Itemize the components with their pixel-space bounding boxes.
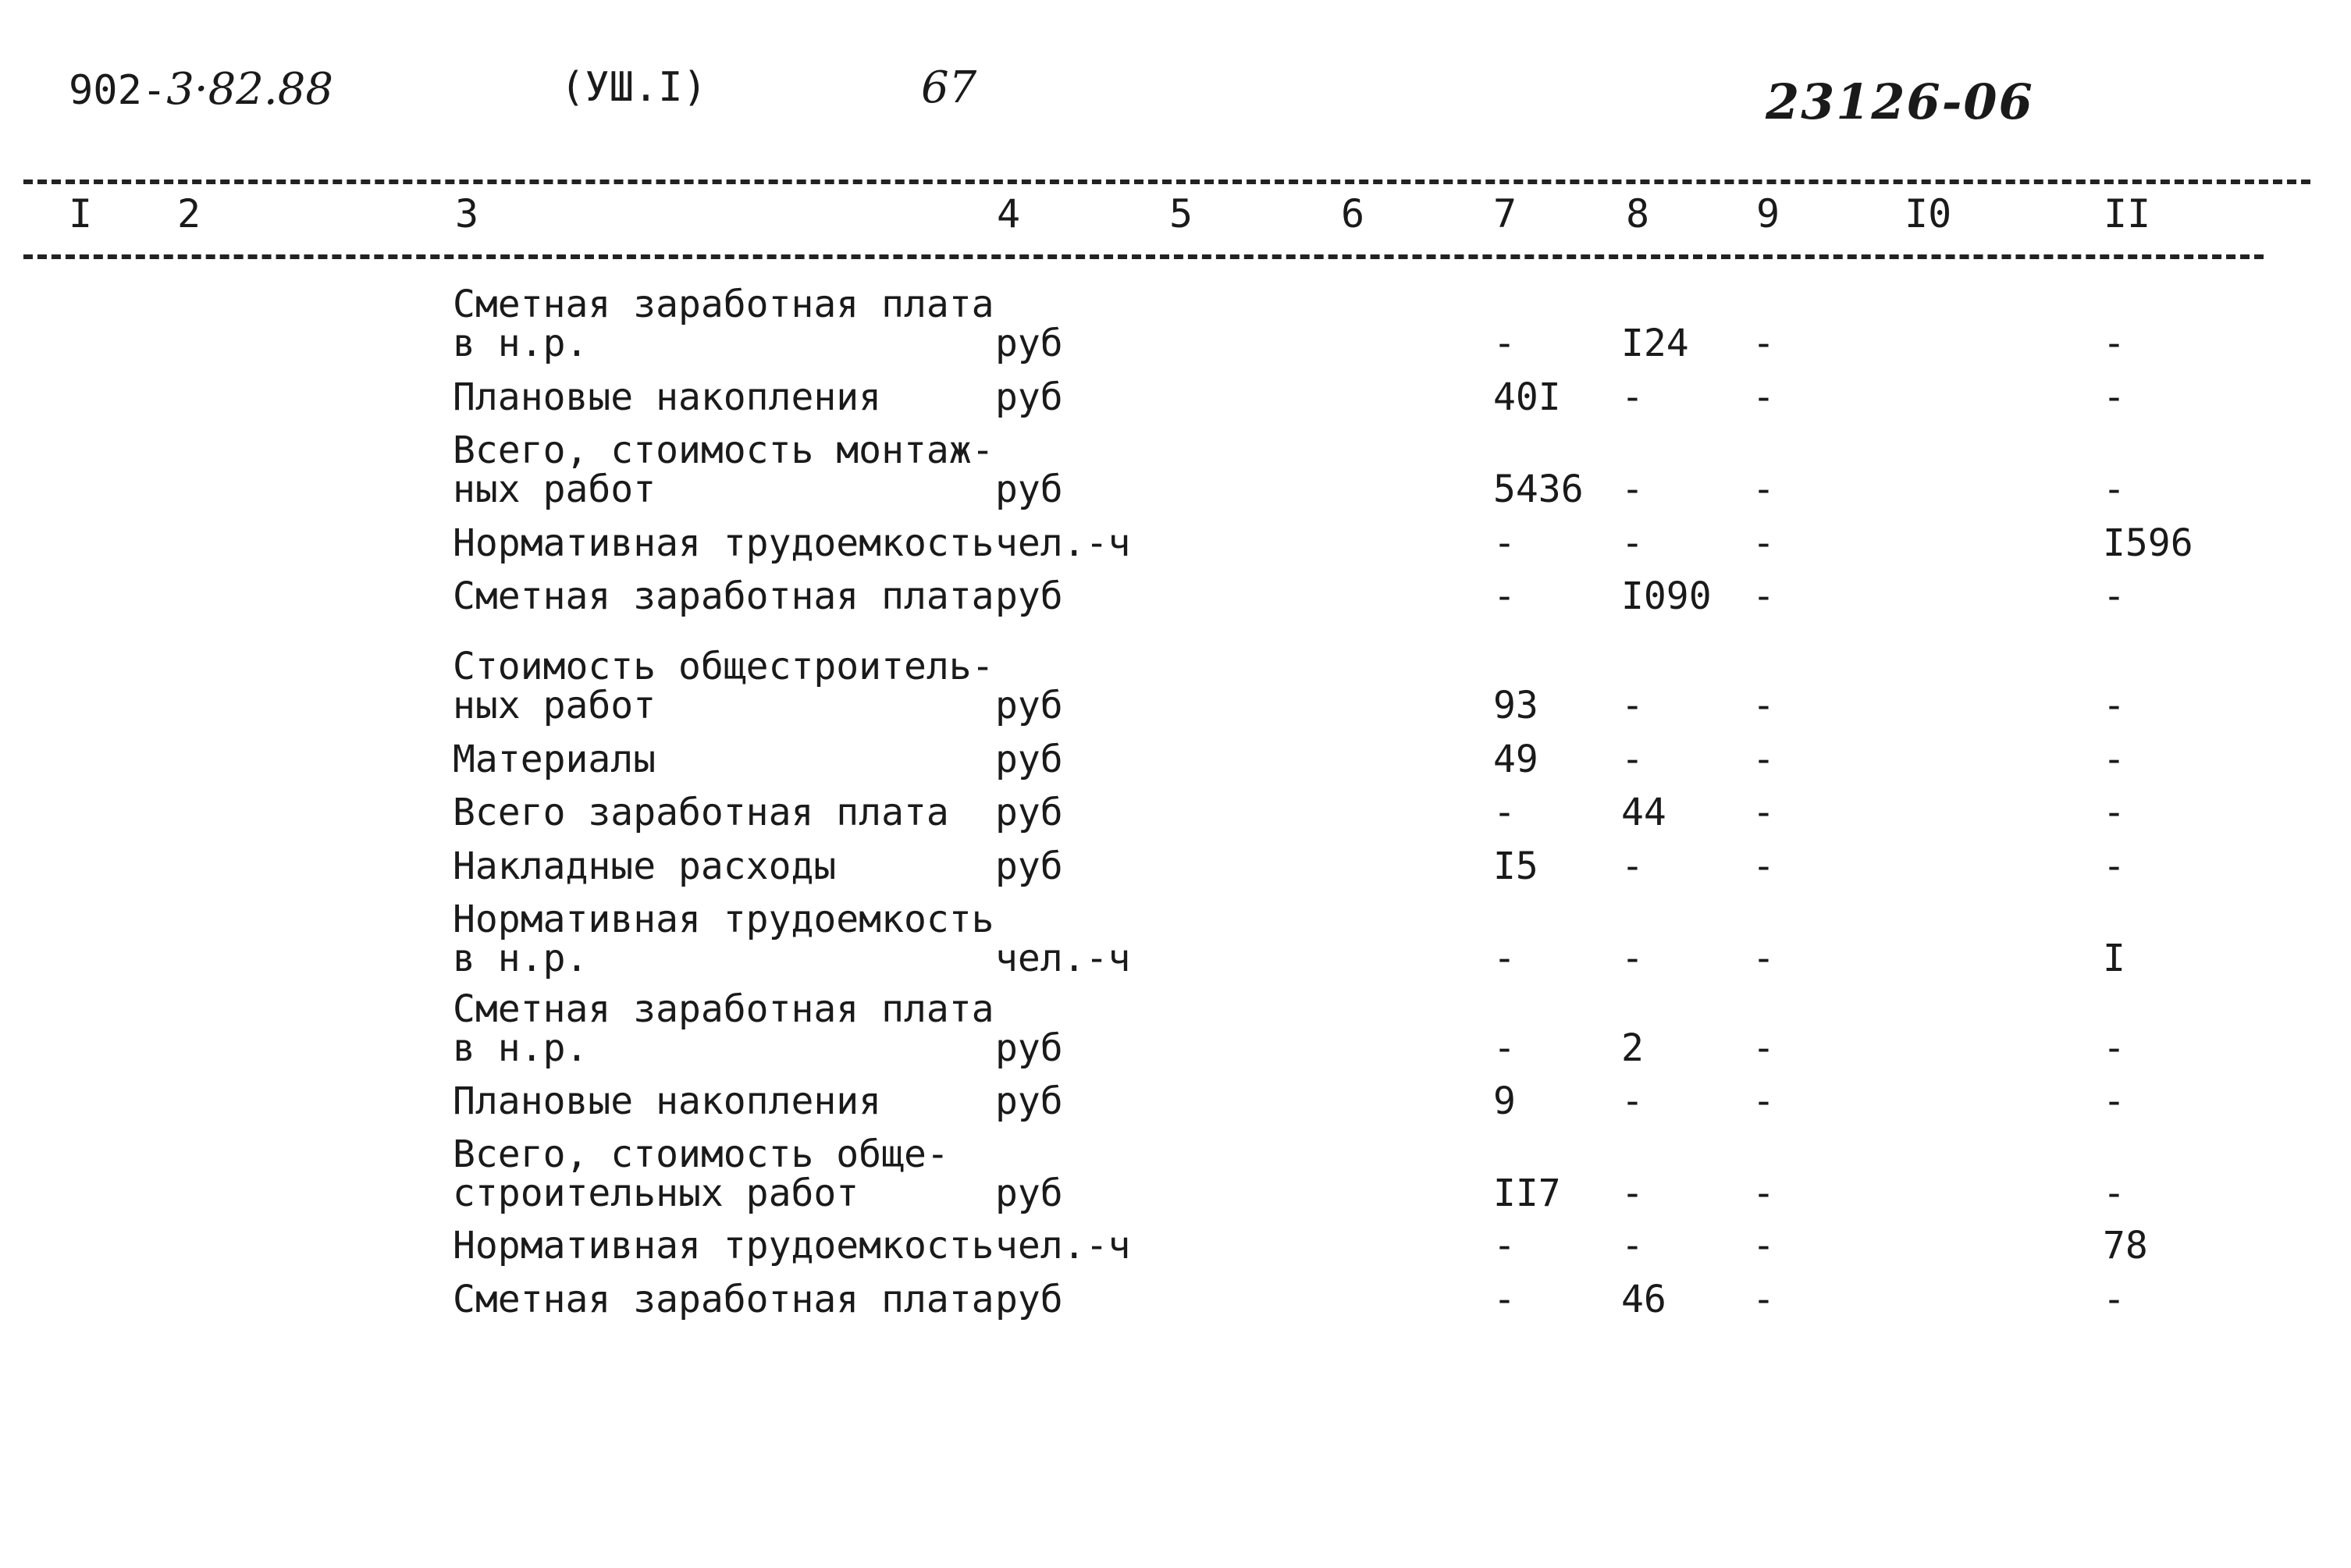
column-1-header: I xyxy=(69,191,93,236)
cell-col-9: - xyxy=(1752,1224,1775,1268)
row-unit: руб xyxy=(995,468,1063,511)
doc-code-prefix: 902- xyxy=(69,67,167,114)
cell-col-8: - xyxy=(1621,738,1644,781)
cell-col-8: - xyxy=(1621,1172,1644,1215)
column-6-header: 6 xyxy=(1341,191,1365,236)
doc-code-handwritten: 3·82.88 xyxy=(166,64,333,115)
row-unit: руб xyxy=(995,844,1063,888)
cell-col-8: - xyxy=(1621,468,1644,511)
cell-col-11: - xyxy=(2103,468,2125,511)
cell-col-11: - xyxy=(2103,574,2125,618)
row-description: Нормативная трудоемкость xyxy=(453,521,994,565)
cell-col-7: - xyxy=(1493,791,1516,834)
cell-col-11: - xyxy=(2103,322,2125,365)
header-bottom-rule xyxy=(23,254,2264,259)
section-number: (УШ.I) xyxy=(560,64,707,111)
cell-col-7: 40I xyxy=(1493,375,1561,419)
cell-col-9: - xyxy=(1752,375,1775,419)
doc-code xyxy=(69,64,333,115)
row-description: Плановые накопления xyxy=(453,1079,882,1123)
row-unit: руб xyxy=(995,684,1063,727)
cell-col-7: 49 xyxy=(1493,738,1538,781)
row-description: Нормативная трудоемкость в н.р. xyxy=(453,898,994,980)
cell-col-9: - xyxy=(1752,1026,1775,1070)
cell-col-7: 5436 xyxy=(1493,468,1584,511)
cell-col-11: - xyxy=(2103,1172,2125,1215)
cell-col-9: - xyxy=(1752,322,1775,365)
row-unit: руб xyxy=(995,1026,1063,1070)
cell-col-11: - xyxy=(2103,1026,2125,1070)
cell-col-8: 44 xyxy=(1621,791,1666,834)
row-unit: руб xyxy=(995,1278,1063,1321)
row-description: Накладные расходы xyxy=(453,844,837,888)
cell-col-8: 46 xyxy=(1621,1278,1666,1321)
cell-col-11: - xyxy=(2103,1278,2125,1321)
cell-col-9: - xyxy=(1752,791,1775,834)
column-5-header: 5 xyxy=(1169,191,1193,236)
row-description: Плановые накопления xyxy=(453,375,882,419)
cell-col-11: - xyxy=(2103,844,2125,888)
row-description: Всего, стоимость монтаж- ных работ xyxy=(453,428,994,511)
column-2-header: 2 xyxy=(177,191,201,236)
cell-col-7: - xyxy=(1493,322,1516,365)
cell-col-9: - xyxy=(1752,844,1775,888)
row-description: Всего, стоимость обще- строительных работ xyxy=(453,1132,949,1215)
cell-col-11: 78 xyxy=(2103,1224,2148,1268)
column-9-header: 9 xyxy=(1756,191,1780,236)
row-description: Стоимость общестроитель- ных работ xyxy=(453,645,994,727)
row-unit: руб xyxy=(995,322,1063,365)
cell-col-9: - xyxy=(1752,738,1775,781)
cell-col-8: - xyxy=(1621,844,1644,888)
cell-col-7: - xyxy=(1493,937,1516,980)
cell-col-9: - xyxy=(1752,1278,1775,1321)
row-unit: руб xyxy=(995,375,1063,419)
cell-col-7: 93 xyxy=(1493,684,1538,727)
row-unit: руб xyxy=(995,791,1063,834)
page-number: 67 xyxy=(921,62,977,113)
cell-col-8: - xyxy=(1621,521,1644,565)
cell-col-7: - xyxy=(1493,1026,1516,1070)
row-description: Нормативная трудоемкость xyxy=(453,1224,994,1268)
row-description: Сметная заработная плата xyxy=(453,1278,994,1321)
row-unit: руб xyxy=(995,1172,1063,1215)
column-10-header: I0 xyxy=(1905,191,1952,236)
cell-col-9: - xyxy=(1752,684,1775,727)
row-description: Сметная заработная плата в н.р. xyxy=(453,987,994,1070)
cell-col-8: 2 xyxy=(1621,1026,1644,1070)
cell-col-11: - xyxy=(2103,738,2125,781)
cell-col-7: - xyxy=(1493,1278,1516,1321)
cell-col-9: - xyxy=(1752,468,1775,511)
cell-col-9: - xyxy=(1752,1172,1775,1215)
row-unit: руб xyxy=(995,738,1063,781)
row-description: Сметная заработная плата в н.р. xyxy=(453,283,994,365)
column-8-header: 8 xyxy=(1626,191,1650,236)
cell-col-11: - xyxy=(2103,791,2125,834)
column-3-header: 3 xyxy=(455,191,479,236)
cell-col-7: II7 xyxy=(1493,1172,1561,1215)
cell-col-8: - xyxy=(1621,1079,1644,1123)
cell-col-8: - xyxy=(1621,684,1644,727)
column-11-header: II xyxy=(2104,191,2151,236)
row-description: Сметная заработная плата xyxy=(453,574,994,618)
cell-col-8: I24 xyxy=(1621,322,1689,365)
cell-col-9: - xyxy=(1752,1079,1775,1123)
cell-col-11: - xyxy=(2103,1079,2125,1123)
column-7-header: 7 xyxy=(1493,191,1517,236)
cell-col-8: I090 xyxy=(1621,574,1712,618)
cell-col-7: - xyxy=(1493,1224,1516,1268)
cell-col-7: - xyxy=(1493,574,1516,618)
row-unit: чел.-ч xyxy=(995,521,1131,565)
column-4-header: 4 xyxy=(997,191,1021,236)
cell-col-7: 9 xyxy=(1493,1079,1516,1123)
cell-col-8: - xyxy=(1621,937,1644,980)
cell-col-11: - xyxy=(2103,684,2125,727)
cell-col-8: - xyxy=(1621,375,1644,419)
row-description: Всего заработная плата xyxy=(453,791,949,834)
cell-col-7: - xyxy=(1493,521,1516,565)
cell-col-9: - xyxy=(1752,521,1775,565)
cell-col-11: I596 xyxy=(2103,521,2193,565)
cell-col-11: - xyxy=(2103,375,2125,419)
stamp-number: 23126-06 xyxy=(1766,73,2034,130)
cell-col-7: I5 xyxy=(1493,844,1538,888)
row-unit: руб xyxy=(995,574,1063,618)
cell-col-9: - xyxy=(1752,937,1775,980)
row-unit: чел.-ч xyxy=(995,937,1131,980)
cell-col-11: I xyxy=(2103,937,2125,980)
header-top-rule xyxy=(23,180,2310,184)
cell-col-9: - xyxy=(1752,574,1775,618)
cell-col-8: - xyxy=(1621,1224,1644,1268)
row-unit: чел.-ч xyxy=(995,1224,1131,1268)
row-description: Материалы xyxy=(453,738,656,781)
row-unit: руб xyxy=(995,1079,1063,1123)
